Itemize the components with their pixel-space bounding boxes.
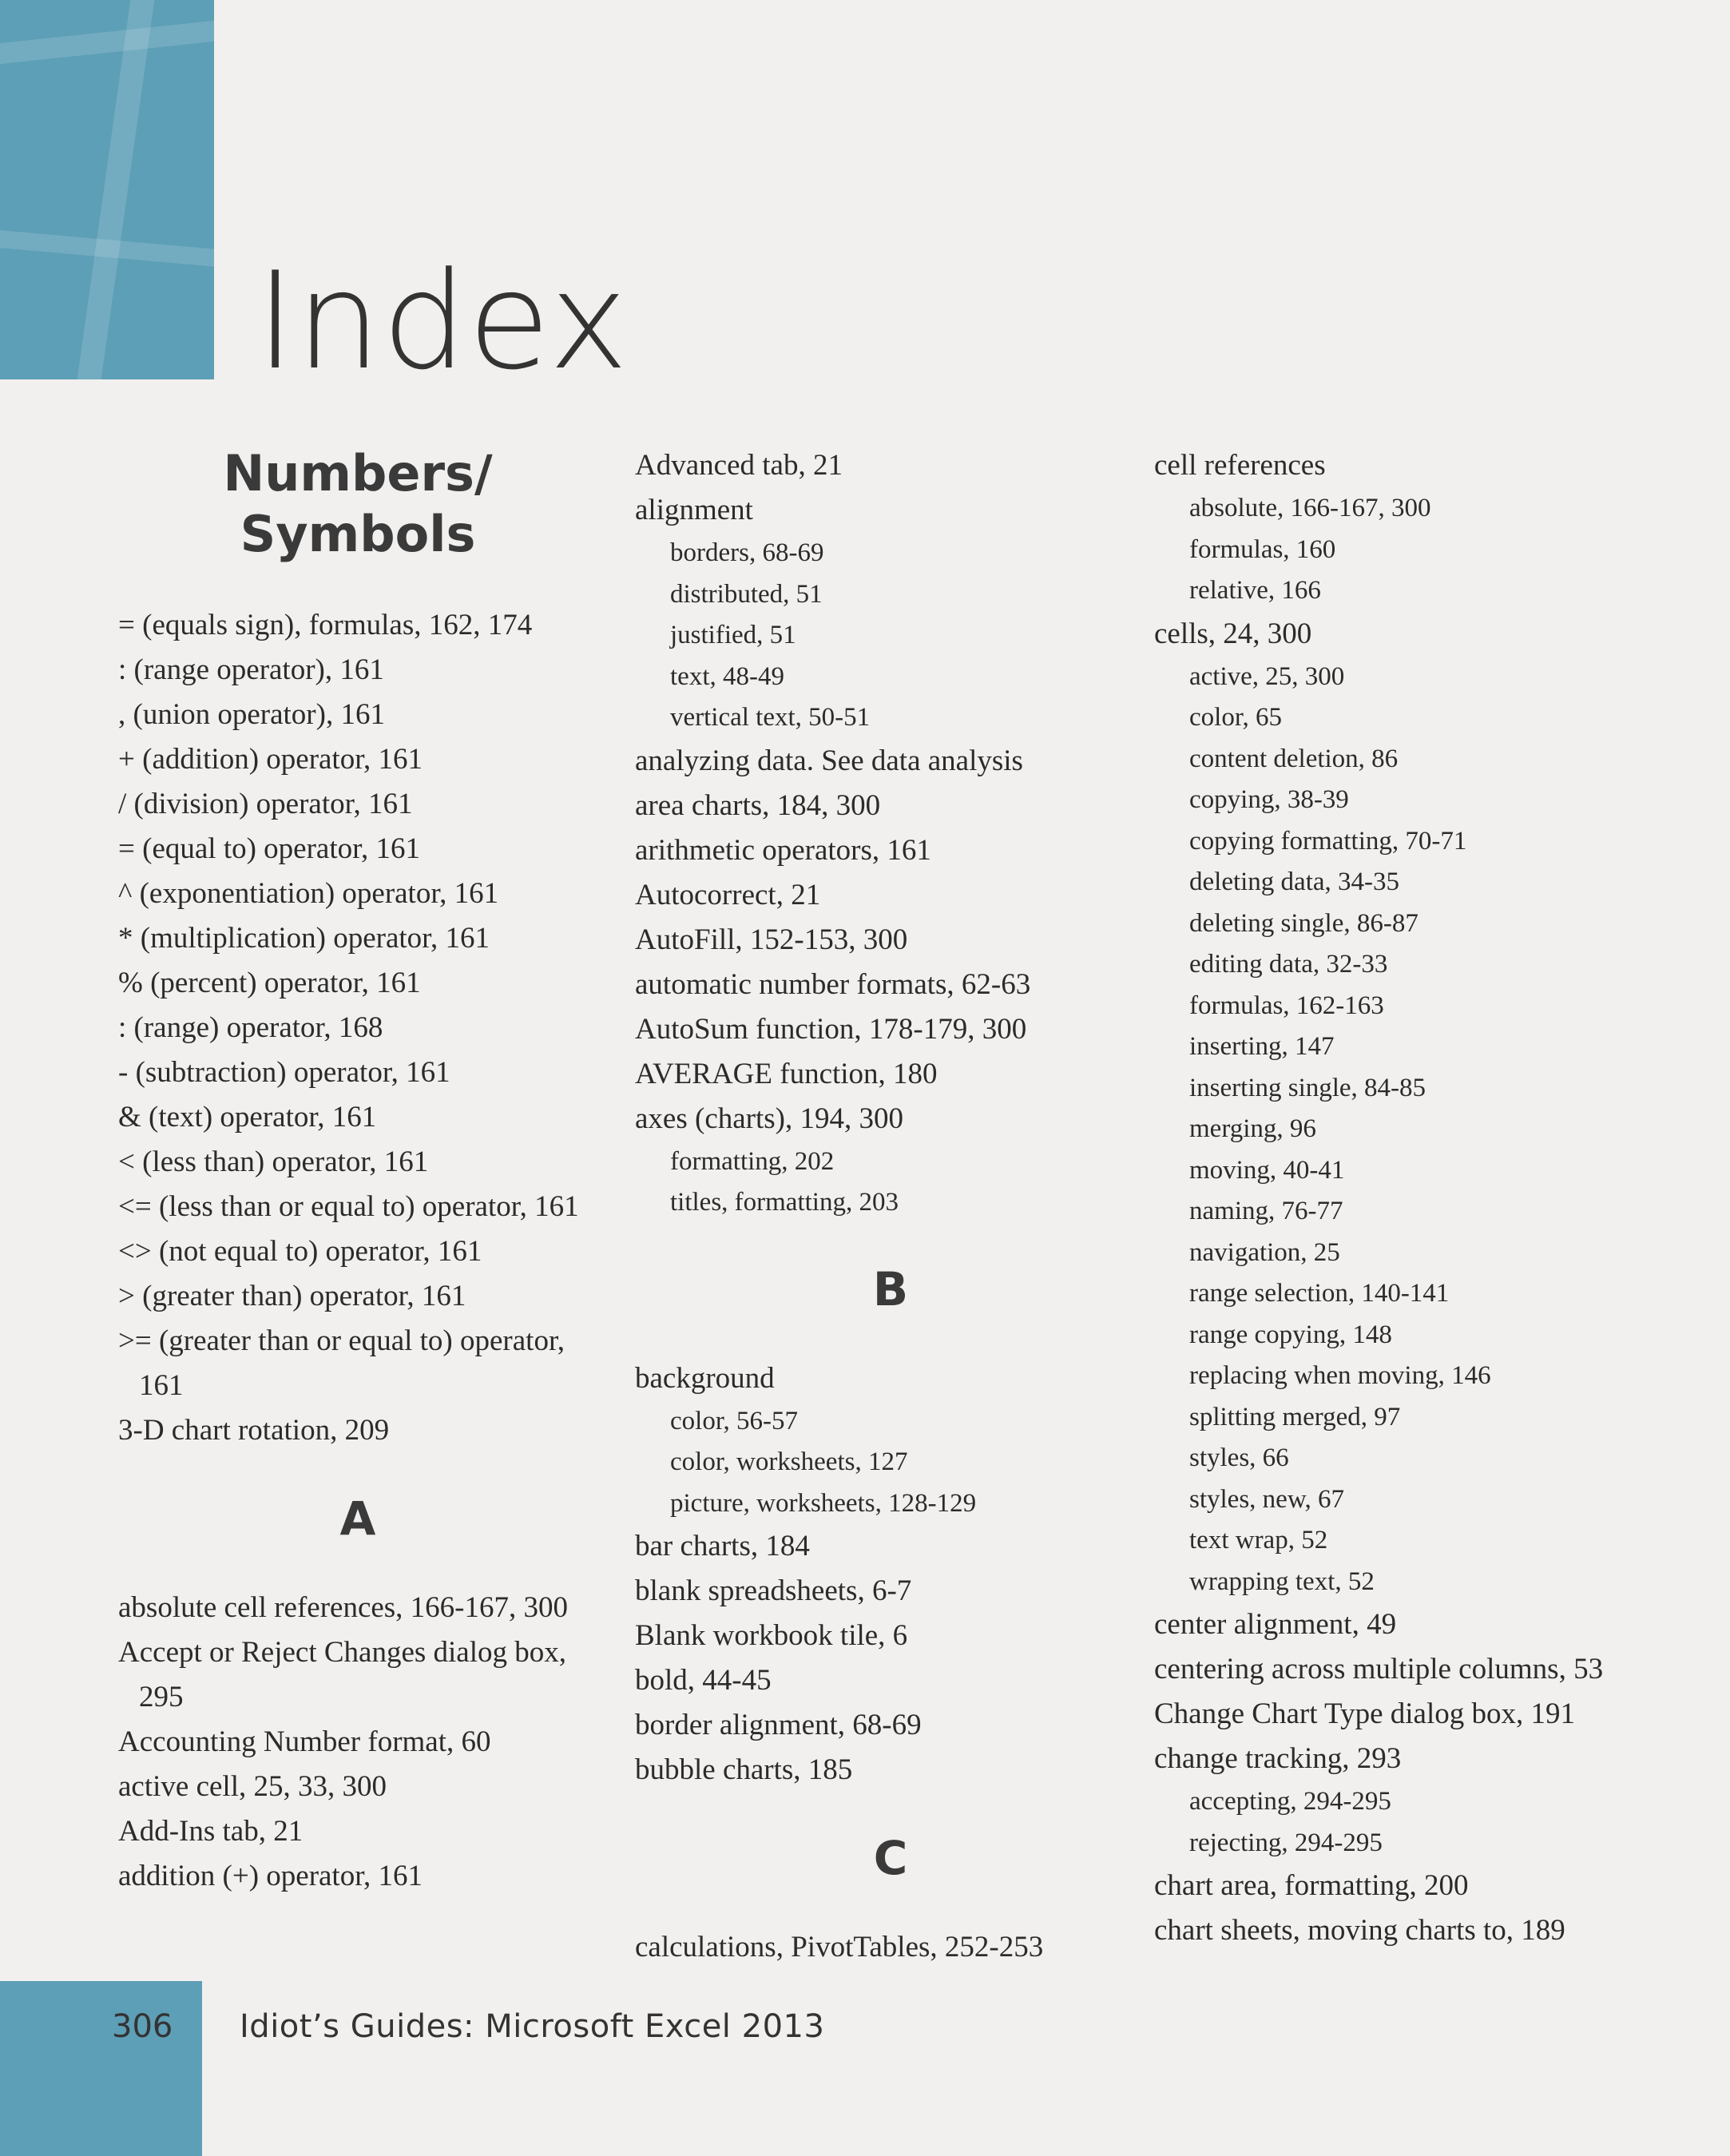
index-subentry: accepting, 294-295: [1189, 1787, 1391, 1816]
book-title: Idiot’s Guides: Microsoft Excel 2013: [240, 2008, 825, 2045]
index-subentry: splitting merged, 97: [1189, 1402, 1401, 1431]
index-entry: automatic number formats, 62-63: [635, 967, 1031, 1001]
index-subentry: color, worksheets, 127: [670, 1447, 908, 1476]
index-subentry: inserting single, 84-85: [1189, 1073, 1426, 1102]
index-column-3: [1154, 443, 1665, 1953]
index-entry: Change Chart Type dialog box, 191: [1154, 1697, 1575, 1730]
index-subentry: styles, 66: [1189, 1443, 1289, 1472]
index-entry: < (less than) operator, 161: [118, 1145, 429, 1178]
index-entry: Autocorrect, 21: [635, 878, 821, 911]
index-subentry: styles, new, 67: [1189, 1484, 1345, 1514]
index-subentry: absolute, 166-167, 300: [1189, 494, 1431, 522]
index-subentry: content deletion, 86: [1189, 744, 1399, 773]
index-entry: centering across multiple columns, 53: [1154, 1653, 1604, 1685]
index-subentry: range selection, 140-141: [1189, 1279, 1450, 1308]
index-entry: AVERAGE function, 180: [635, 1057, 938, 1090]
index-entry: % (percent) operator, 161: [118, 967, 421, 999]
index-entry: Accept or Reject Changes dialog box, 295: [118, 1636, 566, 1713]
index-subentry: moving, 40-41: [1189, 1155, 1345, 1185]
section-heading-line: Symbols: [240, 505, 476, 563]
index-subentry: range copying, 148: [1189, 1320, 1392, 1349]
index-entry: border alignment, 68-69: [635, 1709, 922, 1741]
page-title: Index: [256, 243, 629, 399]
index-entry: blank spreadsheets, 6-7: [635, 1574, 912, 1607]
index-entry: > (greater than) operator, 161: [118, 1280, 466, 1312]
index-subentry: deleting single, 86-87: [1189, 908, 1419, 938]
index-entry: background: [635, 1361, 775, 1395]
index-entry: Blank workbook tile, 6: [635, 1619, 908, 1652]
index-subentry: active, 25, 300: [1189, 661, 1345, 691]
index-subentry: distributed, 51: [670, 579, 823, 609]
index-entry: arithmetic operators, 161: [635, 833, 931, 867]
index-entry: , (union operator), 161: [118, 698, 385, 731]
index-entry: 3-D chart rotation, 209: [118, 1414, 390, 1447]
index-entry: AutoSum function, 178-179, 300: [635, 1012, 1027, 1046]
index-entry: : (range) operator, 168: [118, 1011, 383, 1044]
index-column-2: [635, 443, 1146, 1970]
index-subentry: inserting, 147: [1189, 1032, 1335, 1061]
corner-accent-block: [0, 0, 214, 379]
index-entry: = (equals sign), formulas, 162, 174: [118, 609, 533, 641]
index-entry: ^ (exponentiation) operator, 161: [118, 877, 499, 910]
index-entry: : (range operator), 161: [118, 653, 384, 686]
footer-accent-bar: [0, 1981, 202, 2156]
index-entry: AutoFill, 152-153, 300: [635, 923, 908, 956]
section-heading-line: Numbers/: [223, 444, 493, 502]
index-entry: addition (+) operator, 161: [118, 1860, 423, 1892]
index-subentry: editing data, 32-33: [1189, 950, 1388, 979]
index-entry: = (equal to) operator, 161: [118, 832, 420, 865]
index-subentry: rejecting, 294-295: [1189, 1828, 1383, 1857]
index-subentry: naming, 76-77: [1189, 1197, 1343, 1225]
index-entry: & (text) operator, 161: [118, 1101, 377, 1134]
index-entry: * (multiplication) operator, 161: [118, 922, 490, 955]
index-entry: center alignment, 49: [1154, 1608, 1397, 1641]
index-entry: - (subtraction) operator, 161: [118, 1056, 450, 1089]
section-heading: C: [873, 1831, 908, 1885]
index-entry: calculations, PivotTables, 252-253: [635, 1931, 1044, 1963]
index-entry: chart area, formatting, 200: [1154, 1869, 1469, 1902]
index-entry: area charts, 184, 300: [635, 788, 881, 822]
index-entry: analyzing data. See data analysis: [635, 744, 1023, 777]
index-subentry: copying, 38-39: [1189, 785, 1349, 814]
index-subentry: replacing when moving, 146: [1189, 1361, 1491, 1390]
index-subentry: titles, formatting, 203: [670, 1188, 899, 1217]
index-subentry: formulas, 162-163: [1189, 991, 1384, 1020]
index-entry: bar charts, 184: [635, 1530, 810, 1562]
index-entry: chart sheets, moving charts to, 189: [1154, 1914, 1565, 1947]
index-entry: Accounting Number format, 60: [118, 1725, 491, 1758]
index-subentry: color, 65: [1189, 703, 1282, 732]
index-entry: change tracking, 293: [1154, 1742, 1402, 1775]
index-entry: Add-Ins tab, 21: [118, 1815, 304, 1848]
index-subentry: formatting, 202: [670, 1146, 835, 1176]
index-entry: cells, 24, 300: [1154, 617, 1312, 650]
index-entry: axes (charts), 194, 300: [635, 1102, 903, 1135]
index-subentry: vertical text, 50-51: [670, 703, 871, 732]
index-entry: absolute cell references, 166-167, 300: [118, 1591, 569, 1624]
index-entry: bubble charts, 185: [635, 1753, 853, 1786]
index-subentry: borders, 68-69: [670, 538, 824, 567]
index-entry: <> (not equal to) operator, 161: [118, 1235, 482, 1268]
index-subentry: picture, worksheets, 128-129: [670, 1488, 977, 1518]
index-subentry: navigation, 25: [1189, 1237, 1340, 1267]
index-subentry: merging, 96: [1189, 1114, 1316, 1143]
index-subentry: wrapping text, 52: [1189, 1566, 1375, 1596]
index-subentry: text, 48-49: [670, 661, 784, 691]
index-entry: bold, 44-45: [635, 1664, 772, 1697]
index-column-1: [118, 443, 597, 1899]
index-subentry: formulas, 160: [1189, 534, 1336, 564]
section-heading: [118, 443, 597, 565]
index-subentry: relative, 166: [1189, 576, 1321, 605]
index-entry: alignment: [635, 494, 753, 526]
section-heading: A: [339, 1491, 376, 1546]
index-subentry: deleting data, 34-35: [1189, 868, 1400, 896]
index-subentry: text wrap, 52: [1189, 1526, 1328, 1554]
index-entry: <= (less than or equal to) operator, 161: [118, 1190, 579, 1223]
index-entry: + (addition) operator, 161: [118, 743, 423, 776]
index-entry: active cell, 25, 33, 300: [118, 1770, 387, 1803]
index-entry: cell references: [1154, 449, 1326, 482]
index-subentry: color, 56-57: [670, 1406, 798, 1435]
section-heading: B: [872, 1261, 909, 1316]
page-number: 306: [112, 2008, 173, 2045]
index-entry: >= (greater than or equal to) operator, 161: [118, 1324, 565, 1402]
index-entry: Advanced tab, 21: [635, 449, 843, 482]
index-entry: / (division) operator, 161: [118, 788, 413, 820]
index-subentry: copying formatting, 70-71: [1189, 826, 1467, 856]
index-subentry: justified, 51: [670, 621, 796, 649]
